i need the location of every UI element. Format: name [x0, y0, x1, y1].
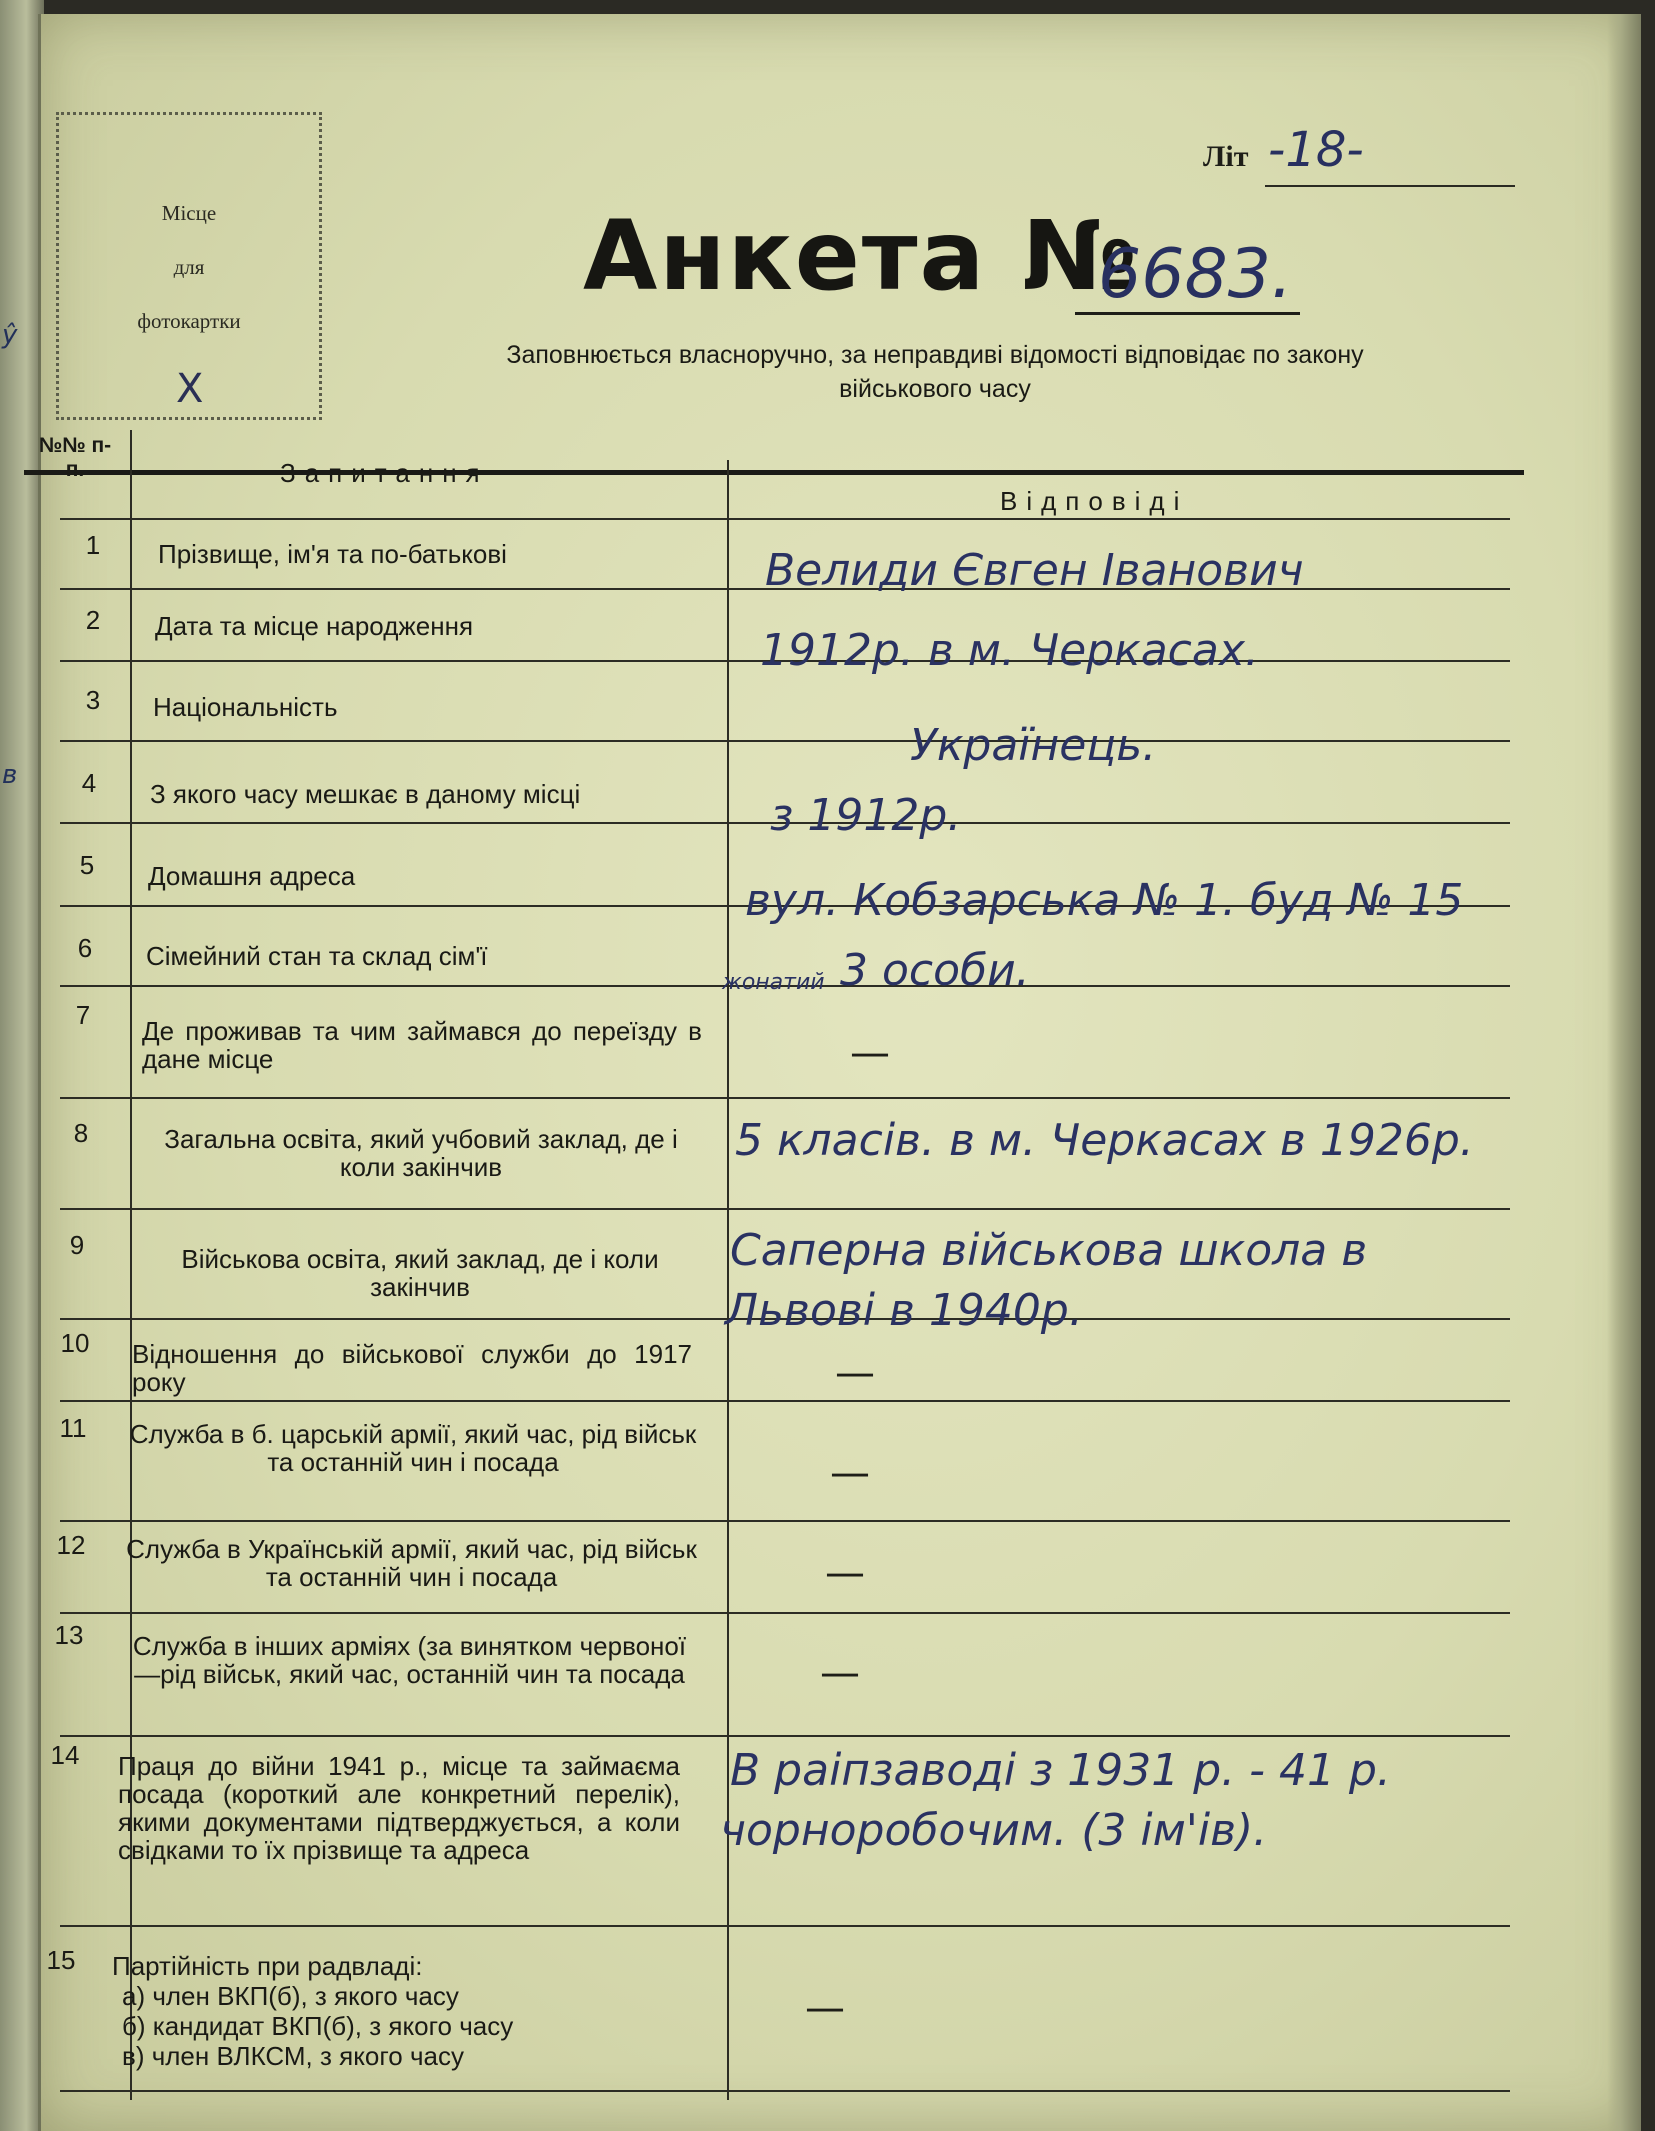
table-top-rule: [24, 470, 1524, 475]
question-text: Де проживав та чим займався до переїзду в дане місце: [142, 1016, 702, 1074]
question-text: З якого часу мешкає в даному місці: [150, 779, 581, 809]
answer-handwritten: вул. Кобзарська № 1. буд № 15: [745, 875, 1464, 926]
row-number: 10: [60, 1328, 90, 1358]
row-number: 1: [85, 530, 101, 560]
form-instruction-line: військового часу: [839, 375, 1031, 403]
answer-handwritten-continued: Львові в 1940р.: [725, 1285, 1083, 1336]
question-text: Дата та місце народження: [155, 611, 474, 641]
page-edge-shadow: [1607, 14, 1641, 2131]
answer-note: жонатий: [722, 970, 825, 995]
table-row-separator: [60, 1208, 1510, 1210]
photo-label-line: фотокартки: [137, 309, 241, 333]
photo-cross-mark: X: [176, 366, 204, 412]
question-text: Загальна освіта, який учбовий заклад, де і коли закінчив: [164, 1124, 678, 1182]
form-title: Анкета №: [583, 200, 1140, 312]
row-number: 5: [79, 850, 95, 880]
row-number: 14: [50, 1740, 80, 1770]
row-number: 12: [56, 1530, 86, 1560]
question-text: Партійність при радвладі:: [112, 1951, 423, 1981]
row-number: 6: [77, 933, 93, 963]
column-header-answer: Відповіді: [1000, 486, 1189, 516]
question-text: Служба в інших арміях (за винятком червоної—рід військ, який час, останній чин та посада: [132, 1631, 687, 1689]
table-row-separator: [60, 2090, 1510, 2092]
answer-handwritten-continued: чорноробочим. (3 ім'ів).: [720, 1805, 1268, 1856]
table-row-separator: [60, 1097, 1510, 1099]
table-row-separator: [60, 740, 1510, 742]
row-number: 3: [85, 685, 101, 715]
answer-dash: —: [805, 1985, 845, 2031]
row-number: 2: [85, 605, 101, 635]
table-row-separator: [60, 1400, 1510, 1402]
question-text: Військова освіта, який заклад, де і коли закінчив: [181, 1244, 659, 1302]
photo-label-line: для: [173, 255, 205, 279]
question-text: Національність: [153, 692, 338, 722]
answer-dash: —: [830, 1450, 870, 1496]
answer-handwritten: 1912р. в м. Черкасах.: [760, 625, 1259, 676]
sheet-label: Літ: [1203, 140, 1249, 173]
column-header-number: №№ п-п.: [38, 434, 112, 481]
question-text: Служба в Українській армії, який час, рід військ та останній чин і посада: [126, 1534, 697, 1592]
row-number: 15: [46, 1945, 76, 1975]
question-subitem: б) кандидат ВКП(б), з якого часу: [122, 2011, 514, 2041]
table-row-separator: [60, 1612, 1510, 1614]
form-number: 6683.: [1098, 235, 1293, 314]
photo-label-line: Місце: [161, 201, 217, 225]
column-header-question: Запитання: [280, 458, 489, 488]
answer-handwritten: Українець.: [910, 720, 1157, 771]
answer-dash: —: [825, 1550, 865, 1596]
form-number-line: [1075, 312, 1300, 315]
question-text: Сімейний стан та склад сім'ї: [146, 941, 488, 971]
row-number: 13: [54, 1620, 84, 1650]
table-row-separator: [60, 518, 1510, 520]
answer-handwritten: з 1912р.: [770, 790, 962, 841]
table-row-separator: [60, 1925, 1510, 1927]
form-instruction-line: Заповнюється власноручно, за неправдиві відомості відповідає по закону: [506, 341, 1364, 369]
row-number: 4: [81, 768, 97, 798]
answer-handwritten: Саперна військова школа в: [730, 1225, 1368, 1276]
table-row-separator: [60, 1735, 1510, 1737]
form-instruction: [380, 338, 1490, 406]
answer-handwritten: 5 класів. в м. Черкасах в 1926р.: [735, 1115, 1474, 1166]
question-text: Домашня адреса: [148, 861, 356, 891]
answer-dash: —: [835, 1350, 875, 1396]
question-subitem: а) член ВКП(б), з якого часу: [122, 1981, 459, 2011]
answer-handwritten: 3 особи.: [840, 945, 1030, 996]
row-number: 11: [59, 1413, 87, 1443]
table-row-separator: [60, 1520, 1510, 1522]
answer-dash: —: [850, 1030, 890, 1076]
row-number: 9: [69, 1230, 85, 1260]
sheet-number-line: [1265, 185, 1515, 187]
answer-handwritten: В раіпзаводі з 1931 р. - 41 р.: [730, 1745, 1391, 1796]
question-subitem: в) член ВЛКСМ, з якого часу: [122, 2041, 464, 2071]
question-text: Праця до війни 1941 р., місце та займаєма посада (короткий але конкретний перелік), якими документами підтверджується, а коли свідками то їх прізвище та адреса: [118, 1751, 680, 1865]
margin-scrawl: ŷ: [2, 320, 18, 350]
question-text: Відношення до військової служби до 1917 року: [132, 1339, 692, 1397]
answer-dash: —: [820, 1650, 860, 1696]
question-text: Служба в б. царській армії, який час, рід військ та останній чин і посада: [129, 1419, 697, 1477]
row-number: 7: [75, 1000, 91, 1030]
row-number: 8: [73, 1118, 89, 1148]
margin-scrawl: в: [2, 760, 18, 790]
sheet-number: -18-: [1268, 122, 1364, 178]
answer-handwritten: Велиди Євген Іванович: [765, 545, 1304, 596]
question-text: Прізвище, ім'я та по-батькові: [158, 539, 507, 569]
